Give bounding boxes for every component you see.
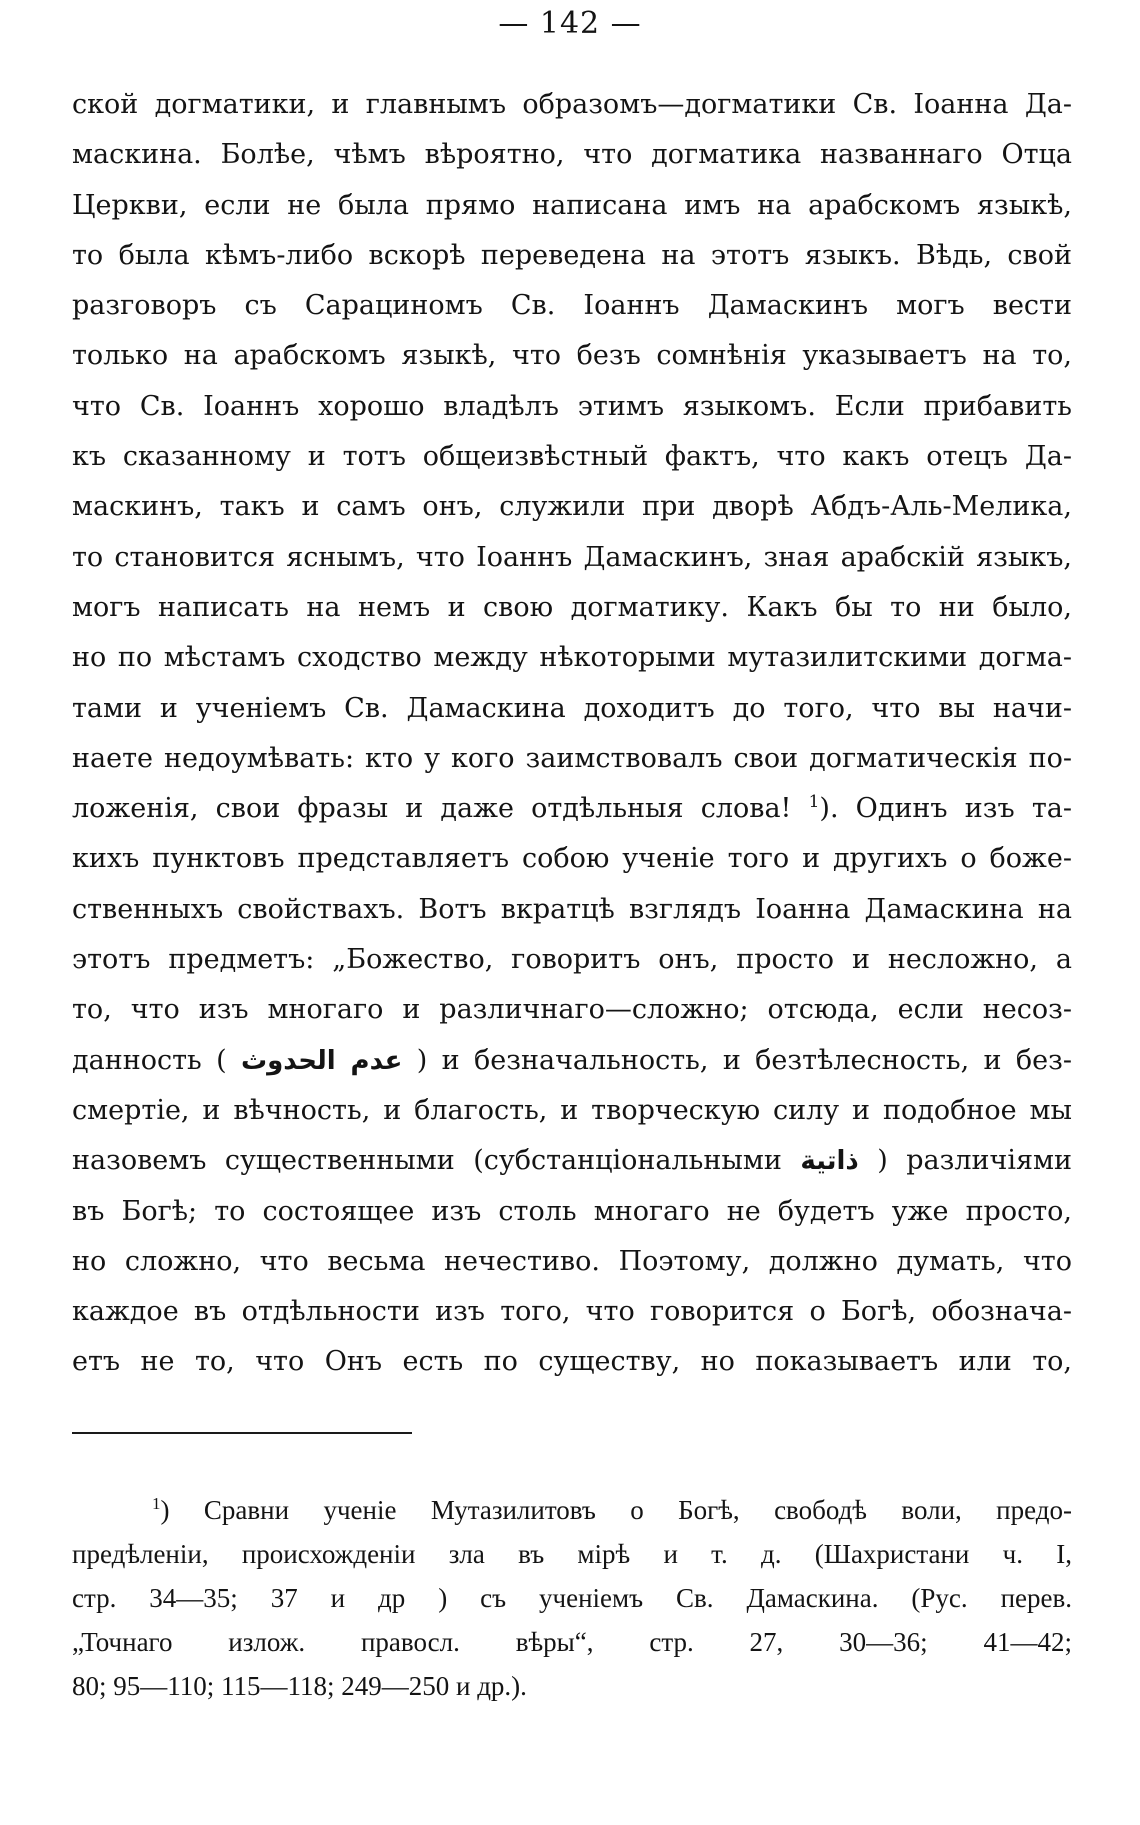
footnote-reference: 1 [808,792,820,813]
footnote-divider [72,1432,412,1434]
text-line: маскинъ, такъ и самъ онъ, служили при дворѣ Абдъ-Аль-Мелика, [72,491,1072,523]
text-line: Церкви, если не была прямо написана имъ на арабскомъ языкѣ, [72,189,1072,221]
text-line: ственныхъ свойствахъ. Вотъ вкратцѣ взглядъ Іоанна Дамаскина на [72,893,1072,925]
main-text [72,80,1072,1388]
text-line: то была кѣмъ-либо вскорѣ переведена на этотъ языкъ. Вѣдь, свой [72,239,1072,271]
line-segment: данность ( [72,1044,227,1076]
line-segment: ложенія, свои фразы и даже отдѣльныя слова! [72,793,792,825]
text-line: разговоръ съ Сарациномъ Св. Іоаннъ Дамаскинъ могъ вести [72,290,1072,322]
line-segment: назовемъ существенными (субстанціональными [72,1145,782,1177]
line-segment: ). Одинъ изъ та- [819,793,1072,825]
arabic-term: ذاتية [800,1146,859,1177]
line-segment: ) и безначальность, и безтѣлесность, и без- [416,1044,1072,1076]
footnote-line: предѣленіи, происхожденіи зла въ мірѣ и т. д. (Шахристани ч. I, [72,1539,1072,1569]
page-number: — 142 — [498,6,642,41]
footnote-text: ) Сравни ученіе Мутазилитовъ о Богѣ, свободѣ воли, предо- [160,1495,1072,1525]
line-segment: ) различіями [877,1145,1072,1177]
text-line: наете недоумѣвать: кто у кого заимствовалъ свои догматическія по- [72,742,1072,774]
text-line: ской догматики, и главнымъ образомъ—догматики Св. Іоанна Да- [72,89,1072,120]
footnote-line: 80; 95—110; 115—118; 249—250 и др.). [72,1671,527,1701]
text-line: тами и ученіемъ Св. Дамаскина доходитъ до того, что вы начи- [72,692,1072,724]
text-line: каждое въ отдѣльности изъ того, что говорится о Богѣ, обознача- [72,1296,1072,1328]
footnote-line: „Точнаго излож. правосл. вѣры“, стр. 27, 30—36; 41—42; [72,1627,1072,1657]
footnote-line [72,1488,1072,1532]
text-line: то становится яснымъ, что Іоаннъ Дамаскинъ, зная арабскій языкъ, [72,541,1072,573]
arabic-term: عدم الحدوث [241,1045,403,1076]
footnote-line: стр. 34—35; 37 и др ) съ ученіемъ Св. Дамаскина. (Рус. перев. [72,1583,1072,1613]
text-line-with-arabic [72,1136,1072,1186]
footnote-marker: 1 [152,1494,161,1513]
footnote-block [72,1488,1072,1708]
text-line: но сложно, что весьма нечестиво. Поэтому, должно думать, что [72,1245,1072,1277]
text-line: но по мѣстамъ сходство между нѣкоторыми мутазилитскими догма- [72,642,1072,674]
text-line-with-arabic [72,1036,1072,1086]
text-line: кихъ пунктовъ представляетъ собою ученіе того и другихъ о боже- [72,843,1072,875]
text-line: етъ не то, что Онъ есть по существу, но показываетъ или то, [72,1346,1072,1378]
text-line: этотъ предметъ: „Божество, говоритъ онъ, просто и несложно, а [72,944,1072,976]
text-line: къ сказанному и тотъ общеизвѣстный фактъ, что какъ отецъ Да- [72,441,1072,473]
text-line: маскина. Болѣе, чѣмъ вѣроятно, что догматика названнаго Отца [72,139,1072,171]
text-line: смертіе, и вѣчность, и благость, и творческую силу и подобное мы [72,1094,1072,1126]
text-line: то, что изъ многаго и различнаго—сложно; отсюда, если несоз- [72,994,1072,1026]
text-line-with-footnote-ref [72,784,1072,834]
text-line: въ Богѣ; то состоящее изъ столь многаго не будетъ уже просто, [72,1195,1072,1227]
text-line: что Св. Іоаннъ хорошо владѣлъ этимъ языкомъ. Если прибавить [72,390,1072,422]
text-line: могъ написать на немъ и свою догматику. Какъ бы то ни было, [72,591,1072,623]
text-line: только на арабскомъ языкѣ, что безъ сомнѣнія указываетъ на то, [72,340,1072,372]
